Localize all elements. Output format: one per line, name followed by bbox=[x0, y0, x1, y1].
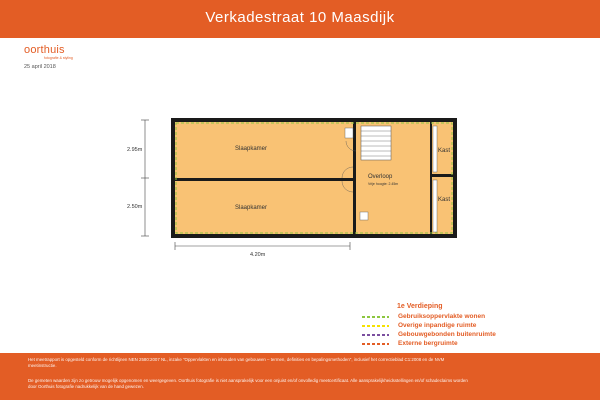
room-note-overloop: Vrije hoogte: 2.45m bbox=[368, 182, 399, 186]
legend-label: Gebouwgebonden buitenruimte bbox=[398, 331, 496, 338]
legend-item bbox=[362, 340, 592, 349]
footer-bar bbox=[0, 353, 600, 400]
company-logo bbox=[22, 44, 132, 66]
footer-disclaimer-2: De gemeten waarden zijn zo getrouw mogelijk opgenomen en weergegeven. Oorthuis fotografie is niet aansprakelijk voor een onjuist en/of onvolledig meetcertificaat. Alle aansprakelijkheidsstellingen en/of schadeclaims worden door Oorthuis fotografie nadrukkelijk van de hand gewezen. bbox=[28, 378, 468, 389]
room-label-kast-bottom: Kast bbox=[438, 197, 451, 203]
legend-swatch-green bbox=[362, 314, 389, 320]
legend bbox=[362, 313, 592, 349]
legend-item bbox=[362, 331, 592, 340]
page-title: Verkadestraat 10 Maasdijk bbox=[205, 9, 395, 26]
legend-swatch-orange bbox=[362, 341, 389, 347]
room-label-kast-top: Kast bbox=[438, 148, 451, 154]
dimension-width: 4.20m bbox=[250, 252, 266, 258]
room-label-slaapkamer-bottom: Slaapkamer bbox=[235, 205, 268, 211]
room-label-slaapkamer-top: Slaapkamer bbox=[235, 146, 268, 152]
legend-swatch-purple bbox=[362, 332, 389, 338]
floor-plan bbox=[127, 106, 470, 271]
legend-title: 1e Verdieping bbox=[397, 303, 443, 310]
legend-label: Externe bergruimte bbox=[398, 340, 458, 347]
dimension-bottom-height: 2.50m bbox=[127, 204, 143, 210]
legend-item bbox=[362, 322, 592, 331]
dimension-top-height: 2.95m bbox=[127, 147, 143, 153]
legend-swatch-yellow bbox=[362, 323, 389, 329]
legend-label: Gebruiksoppervlakte wonen bbox=[398, 313, 486, 320]
fixture bbox=[360, 212, 368, 220]
legend-label: Overige inpandige ruimte bbox=[398, 322, 477, 329]
logo-name: oorthuis bbox=[24, 44, 65, 56]
header-bar bbox=[0, 0, 600, 38]
room-label-overloop: Overloop bbox=[368, 174, 393, 180]
legend-item bbox=[362, 313, 592, 322]
footer-disclaimer-1: Het meetrapport is opgesteld conform de richtlijnen NEN 2580:2007 NL, inzake "Oppervlakten en inhouden van gebouwen – termen, definities en bepalingsmethoden", inclusief het correctieblad C1:2008 en de NVM meetinstructie. bbox=[28, 357, 445, 368]
logo-tagline: fotografie & styling bbox=[44, 56, 73, 60]
report-date: 25 april 2018 bbox=[24, 64, 56, 70]
